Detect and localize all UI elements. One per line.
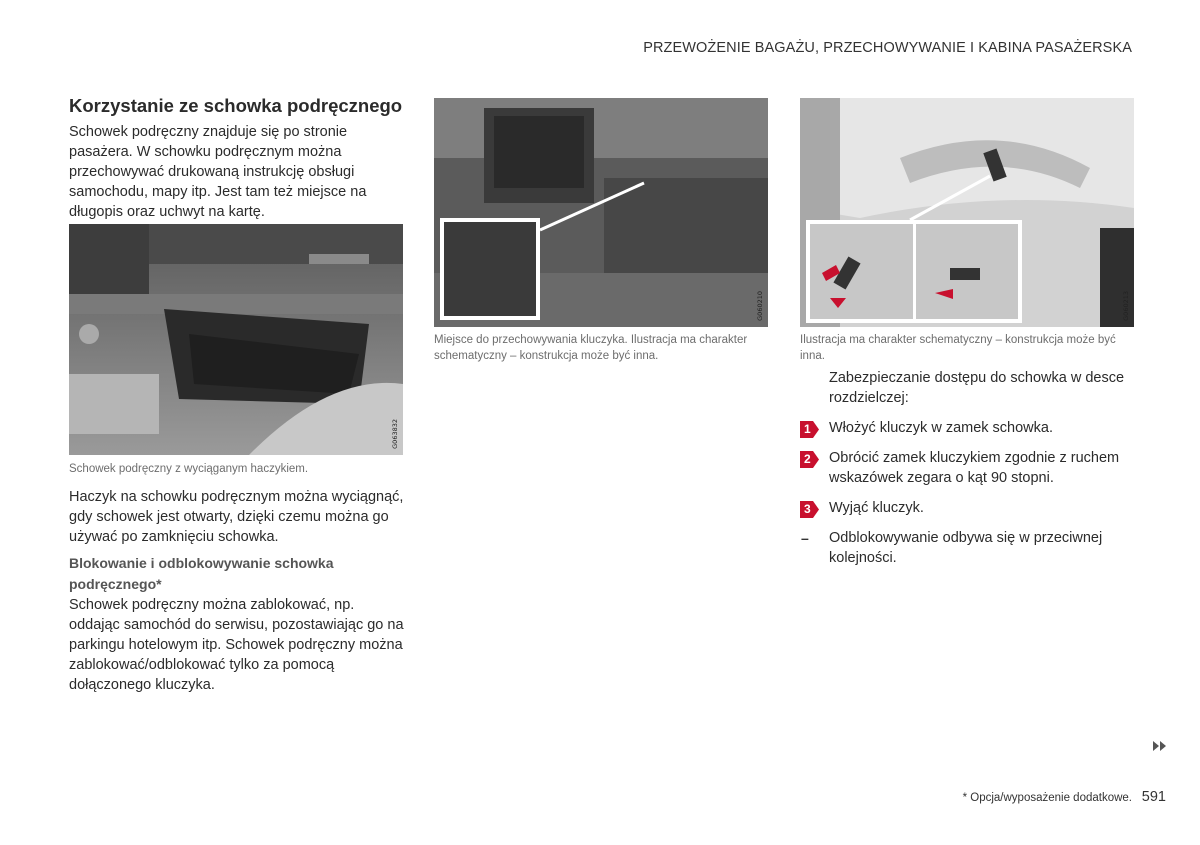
- dash-bullet-icon: –: [801, 530, 809, 546]
- step-2: [800, 448, 1134, 488]
- subheading-lock: Blokowanie i odblokowywanie schowka podręcznego*: [69, 555, 334, 592]
- step-number-badge: 2: [800, 451, 819, 468]
- lock-steps: [800, 368, 1134, 568]
- step-3: [800, 498, 1134, 518]
- continue-arrow-icon: [1153, 738, 1167, 756]
- image-code: G063832: [391, 419, 399, 449]
- step-number-badge: 3: [800, 501, 819, 518]
- steps-intro: Zabezpieczanie dostępu do schowka w desce rozdzielczej:: [829, 370, 1125, 406]
- step-1: [800, 418, 1134, 438]
- step-text: Wyjąć kluczyk.: [829, 500, 924, 516]
- running-header: PRZEWOŻENIE BAGAŻU, PRZECHOWYWANIE I KABINA PASAŻERSKA: [643, 40, 1132, 56]
- image-code: G060213: [1122, 291, 1130, 321]
- column-middle: [434, 98, 768, 364]
- lock-paragraph: Schowek podręczny można zablokować, np. oddając samochód do serwisu, pozostawiając go na parkingu hotelowym itp. Schowek podręczny można zablokować/odblokować tylko za pomocą dołączonego kluczyka.: [69, 597, 404, 693]
- dash-text: Odblokowywanie odbywa się w przeciwnej kolejności.: [829, 530, 1103, 566]
- hook-paragraph: Haczyk na schowku podręcznym można wyciągnąć, gdy schowek jest otwarty, dzięki czemu można go używać po zamknięciu schowka.: [69, 489, 404, 545]
- dash-item: [800, 528, 1134, 568]
- footnote: * Opcja/wyposażenie dodatkowe.: [962, 792, 1132, 804]
- column-left: [69, 95, 404, 695]
- column-right: [800, 98, 1134, 568]
- step-number-badge: 1: [800, 421, 819, 438]
- lock-illustration-photo: [800, 98, 1134, 327]
- photo-caption: Ilustracja ma charakter schematyczny – konstrukcja może być inna.: [800, 334, 1116, 362]
- page-number: 591: [1141, 789, 1166, 805]
- intro-paragraph: Schowek podręczny znajduje się po stronie pasażera. W schowku podręcznym można przechowywać drukowaną instrukcję obsługi samochodu, mapy itp. Jest tam też miejsce na długopis oraz uchwyt na kartę.: [69, 124, 367, 220]
- photo-caption: Miejsce do przechowywania kluczyka. Ilustracja ma charakter schematyczny – konstrukcja może być inna.: [434, 334, 748, 362]
- glovebox-photo: [69, 224, 403, 455]
- key-storage-photo: [434, 98, 768, 327]
- photo-caption: Schowek podręczny z wyciąganym haczykiem.: [69, 463, 309, 475]
- step-text: Obrócić zamek kluczykiem zgodnie z ruchem wskazówek zegara o kąt 90 stopni.: [829, 450, 1120, 486]
- section-title: Korzystanie ze schowka podręcznego: [69, 95, 403, 116]
- image-code: G060210: [756, 291, 764, 321]
- step-text: Włożyć kluczyk w zamek schowka.: [829, 420, 1053, 436]
